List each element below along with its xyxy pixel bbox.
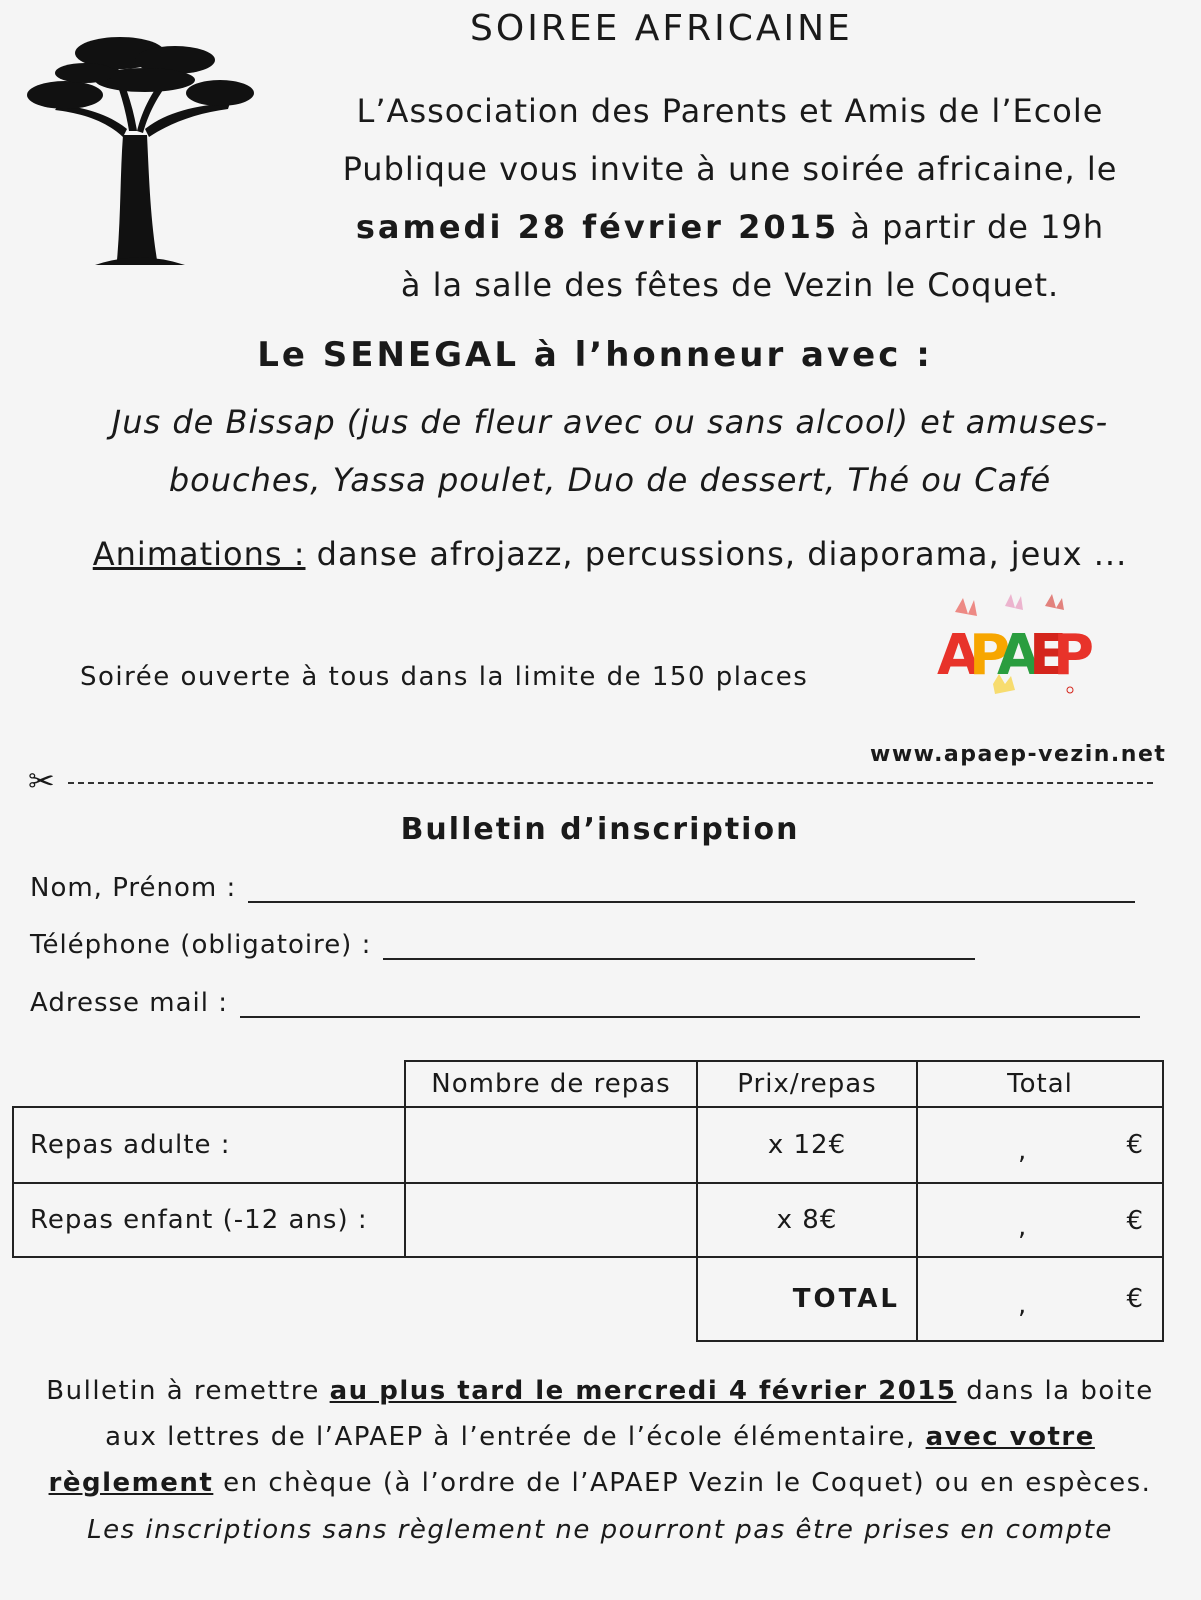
event-date: samedi 28 février 2015: [355, 208, 840, 246]
logo-text-p2: P: [1053, 623, 1091, 688]
phone-field[interactable]: [30, 930, 975, 960]
grand-total-comma: ,: [1018, 1290, 1028, 1320]
email-field[interactable]: [30, 988, 1140, 1018]
menu-text: Jus de Bissap (jus de fleur avec ou sans alcool) et amuses-bouches, Yassa poulet, Duo de dessert, Thé ou Café: [111, 403, 1109, 499]
apaep-logo: [935, 592, 1091, 702]
cut-line: [28, 762, 1153, 800]
email-blank-line[interactable]: [240, 990, 1140, 1018]
event-title: SOIREE AFRICAINE: [470, 8, 853, 49]
capacity-text: Soirée ouverte à tous dans la limite de 150 places: [80, 662, 809, 692]
phone-label: Téléphone (obligatoire) :: [30, 930, 372, 960]
total-label: TOTAL: [696, 1256, 918, 1342]
row-child-currency: €: [1126, 1206, 1144, 1236]
row-adult-total-input[interactable]: [916, 1106, 1164, 1184]
email-label: Adresse mail :: [30, 988, 229, 1018]
row-child-quantity-input[interactable]: [404, 1182, 698, 1258]
row-adult-quantity-input[interactable]: [404, 1106, 698, 1184]
submission-instructions: [45, 1368, 1155, 1506]
row-child-comma: ,: [1018, 1212, 1028, 1242]
grand-total-currency: €: [1126, 1284, 1144, 1314]
footer-text-2: dans la boite aux lettres de l’APAEP à l’entrée de l’école élémentaire,: [105, 1376, 1154, 1452]
row-child-total-input[interactable]: [916, 1182, 1164, 1258]
invitation-line-1: L’Association des Parents et Amis de l’Ecole Publique vous invite à une soirée africaine, le: [342, 92, 1118, 188]
header-prix-repas: Prix/repas: [696, 1060, 918, 1108]
form-title: Bulletin d’inscription: [400, 812, 800, 847]
row-child-price: x 8€: [696, 1182, 918, 1258]
name-field[interactable]: [30, 873, 1135, 903]
payment-text: avec votre règlement: [48, 1422, 1095, 1498]
invitation-text: [280, 82, 1180, 314]
logo-text-a2: A: [997, 623, 1037, 688]
country-heading: Le SENEGAL à l’honneur avec :: [257, 335, 933, 375]
logo-text-a: A: [937, 623, 977, 688]
event-time: à partir de 19h: [850, 208, 1105, 246]
name-blank-line[interactable]: [248, 875, 1135, 903]
logo-text-e: E: [1029, 623, 1064, 688]
row-adult-comma: ,: [1018, 1136, 1028, 1166]
header-nombre-repas: Nombre de repas: [404, 1060, 698, 1108]
row-adult-price: x 12€: [696, 1106, 918, 1184]
website-url[interactable]: www.apaep-vezin.net: [870, 742, 1167, 767]
animations-text: danse afrojazz, percussions, diaporama, jeux ...: [316, 535, 1128, 573]
row-child-label: Repas enfant (-12 ans) :: [12, 1182, 406, 1258]
footer-text-1: Bulletin à remettre: [46, 1376, 320, 1406]
dashed-divider: [68, 782, 1153, 784]
header-total: Total: [916, 1060, 1164, 1108]
order-table: [12, 1060, 1164, 1342]
row-adult-label: Repas adulte :: [12, 1106, 406, 1184]
grand-total-input[interactable]: [916, 1256, 1164, 1342]
logo-text-p: P: [969, 623, 1007, 688]
phone-blank-line[interactable]: [383, 932, 975, 960]
deadline-text: au plus tard le mercredi 4 février 2015: [329, 1376, 957, 1406]
event-location: à la salle des fêtes de Vezin le Coquet.: [400, 266, 1060, 304]
registration-note: Les inscriptions sans règlement ne pourront pas être prises en compte: [87, 1515, 1113, 1545]
name-label: Nom, Prénom :: [30, 873, 237, 903]
row-adult-currency: €: [1126, 1130, 1144, 1160]
scissors-icon: ✂: [28, 762, 55, 800]
footer-text-3: en chèque (à l’ordre de l’APAEP Vezin le Coquet) ou en espèces.: [223, 1468, 1152, 1498]
animations-label: Animations :: [92, 535, 306, 573]
baobab-tree-illustration: [25, 25, 255, 265]
animations-line: [40, 535, 1180, 573]
